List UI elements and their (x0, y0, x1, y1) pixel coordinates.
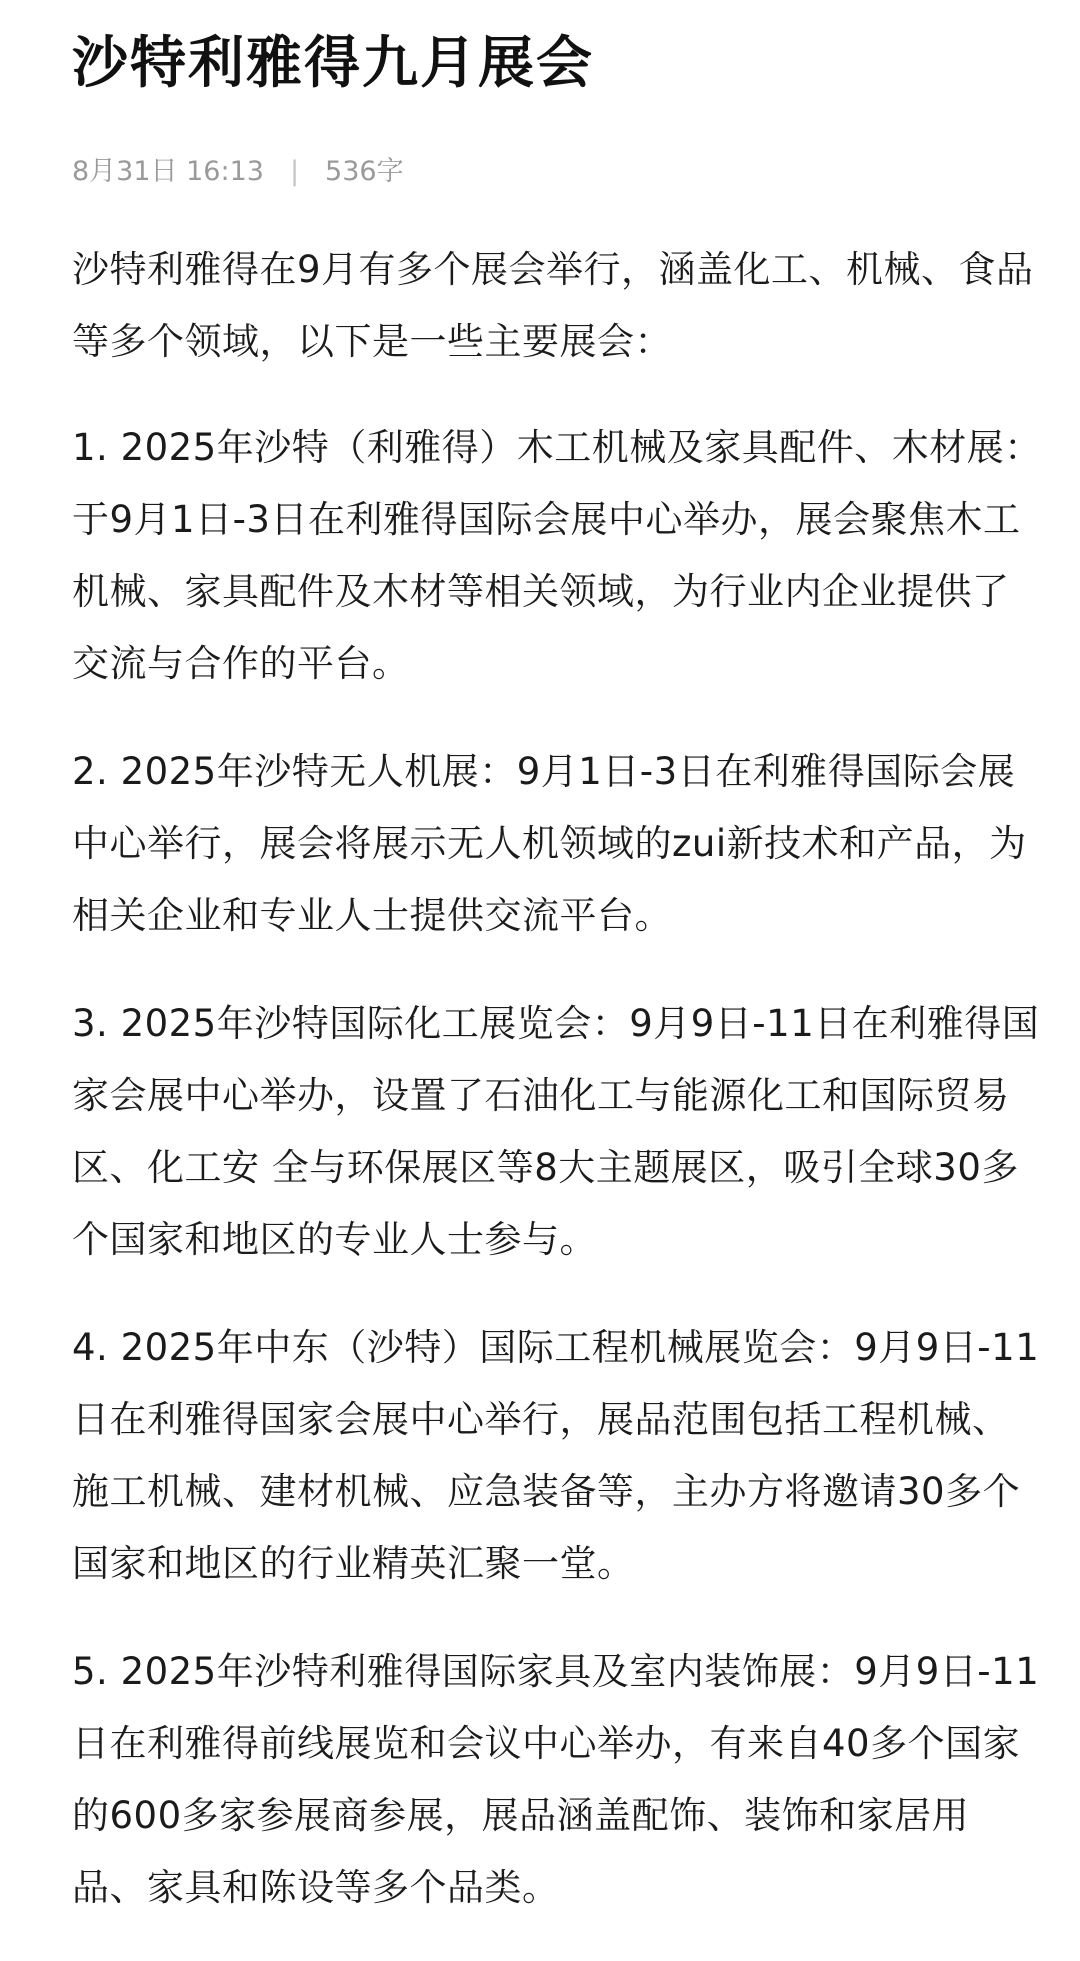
word-count: 536字 (325, 156, 404, 187)
list-item: 2. 2025年沙特无人机展：9月1日-3日在利雅得国际会展中心举行，展会将展示无人机领域的zui新技术和产品，为相关企业和专业人士提供交流平台。 (72, 750, 1027, 937)
list-item: 4. 2025年中东（沙特）国际工程机械展览会：9月9日-11日在利雅得国家会展中心举行，展品范围包括工程机械、施工机械、建材机械、应急装备等，主办方将邀请30多个国家和地区的行业精英汇聚一堂。 (72, 1326, 1040, 1585)
list-item: 5. 2025年沙特利雅得国际家具及室内装饰展：9月9日-11日在利雅得前线展览和会议中心举办，有来自40多个国家的600多家参展商参展，展品涵盖配饰、装饰和家居用品、家具和陈设等多个品类。 (72, 1650, 1040, 1909)
intro-paragraph: 沙特利雅得在9月有多个展会举行，涵盖化工、机械、食品等多个领域，以下是一些主要展会： (72, 248, 1034, 363)
list-item: 1. 2025年沙特（利雅得）木工机械及家具配件、木材展：于9月1日-3日在利雅得国际会展中心举办，展会聚焦木工机械、家具配件及木材等相关领域，为行业内企业提供了交流与合作的平台。 (72, 426, 1042, 685)
article-body (72, 234, 1044, 1924)
article-title: 沙特利雅得九月展会 (72, 31, 594, 96)
meta-separator: | (289, 156, 300, 187)
list-item: 3. 2025年沙特国际化工展览会：9月9日-11日在利雅得国家会展中心举办，设置了石油化工与能源化工和国际贸易区、化工安 全与环保展区等8大主题展区，吸引全球30多个国家和地区的专业人士参与。 (72, 1002, 1040, 1261)
article-meta (72, 154, 1044, 190)
publish-date: 8月31日 16:13 (72, 156, 264, 187)
